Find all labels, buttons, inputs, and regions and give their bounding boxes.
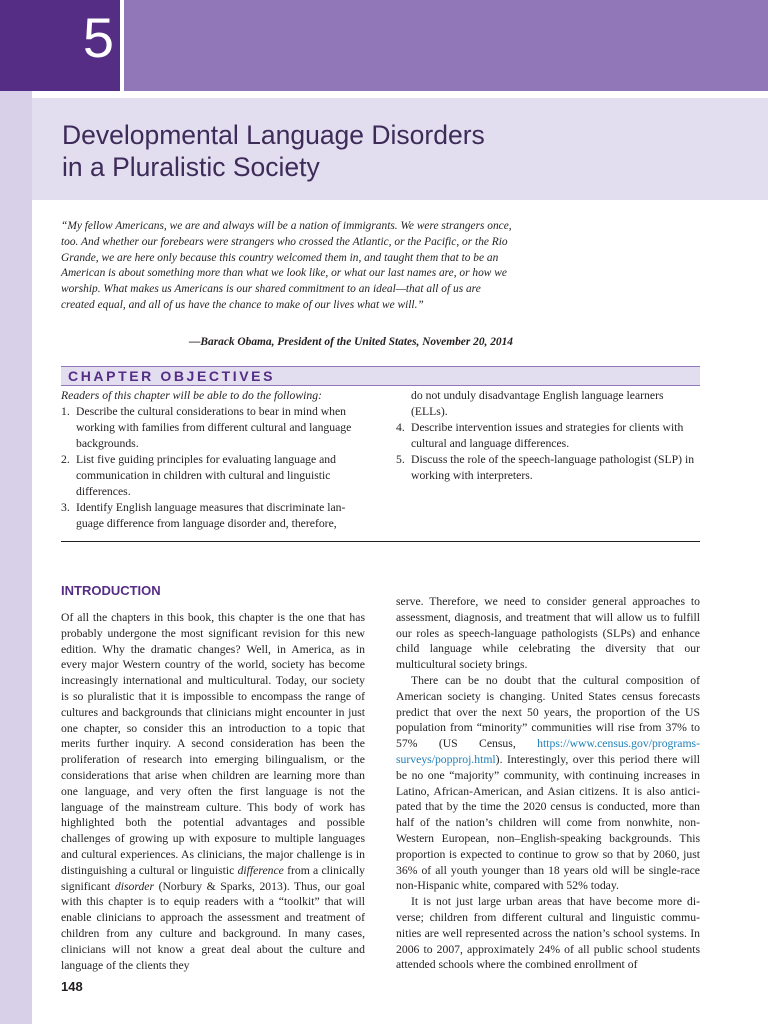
objective-continuation: do not unduly disadvantage English language learners (ELLs). — [411, 389, 664, 418]
objectives-intro: Readers of this chapter will be able to do the following: — [61, 389, 322, 402]
objective-text: Discuss the role of the speech-language pathologist (SLP) in working with interpreters. — [411, 453, 695, 482]
intro-paragraph-1-continued: serve. Therefore, we need to consider general approaches to assessment, diagnosis, and treatment that will allow us to fulfill our roles as speech-language pathologists (SLPs) and enhance child language while celebrating the diversity that our multicultural society brings. — [396, 595, 700, 672]
objective-text: Describe the cultural considerations to bear in mind when working with families from different cultural and language backgrounds. — [76, 405, 352, 450]
page-number: 148 — [61, 979, 83, 994]
objective-item — [61, 404, 366, 452]
objective-item — [396, 420, 700, 452]
objective-text: List five guiding principles for evaluating language and communication in children with cultural and linguistic differences. — [76, 453, 336, 498]
intro-text: (Norbury & Sparks, 2013). Thus, our goal with this chapter is to equip readers with a “toolkit” that will enable clinicians to approach the assessment and treatment of children from any culture and background. In many cases, clinicians will not know a great deal about the culture and language of the clients they — [61, 879, 365, 972]
census-link[interactable]: https://www.census.gov/programs-surveys/popproj.html — [396, 737, 700, 766]
section-heading-introduction: INTRODUCTION — [61, 583, 161, 598]
objective-item — [61, 500, 366, 532]
objective-number: 3. — [61, 501, 70, 514]
objectives-divider-rule — [61, 541, 700, 542]
epigraph-quote: “My fellow Americans, we are and always will be a nation of immigrants. We were strangers once, too. And whether our forebears were strangers who crossed the Atlantic, or the Pacific, or the Rio Grande, we are here only because this country welcomed them in, and taught them that to be an American is about something more than what we look like, or what our last names are, or how we worship. What makes us Americans is our shared commitment to an ideal—that all of us are created equal, and all of us have the chance to make of our lives what we will.” — [61, 220, 512, 311]
chapter-title-box — [32, 98, 768, 200]
chapter-number-box — [0, 0, 120, 91]
objective-text: Describe intervention issues and strategies for clients with cultural and language differences. — [411, 421, 684, 450]
body-left-column — [61, 610, 365, 973]
header-band — [124, 0, 768, 91]
intro-text: from a clinically significant — [61, 863, 365, 893]
header-divider — [120, 0, 124, 91]
objective-item — [61, 452, 366, 500]
objective-number: 4. — [396, 421, 405, 434]
objective-number: 5. — [396, 453, 405, 466]
objectives-left-column — [61, 388, 366, 532]
emphasis-difference: difference — [237, 863, 284, 877]
chapter-number: 5 — [82, 6, 114, 69]
chapter-title — [62, 119, 485, 183]
chapter-title-line-2: in a Pluralistic Society — [62, 152, 320, 182]
chapter-title-line-1: Developmental Language Disorders — [62, 120, 485, 150]
body-right-column — [396, 594, 700, 973]
objectives-heading: CHAPTER OBJECTIVES — [68, 368, 276, 384]
objective-number: 1. — [61, 405, 70, 418]
objectives-right-column — [396, 388, 700, 484]
intro-text: There can be no doubt that the cultural composition of American society is changing. United States census forecasts predict that over the next 50 years, the proportion of the US population from “minority” communities will rise from 37% to 57% (US Census, — [396, 673, 700, 751]
objective-number: 2. — [61, 453, 70, 466]
intro-paragraph-1 — [61, 610, 365, 973]
intro-paragraph-3: It is not just large urban areas that have become more diverse; children from different cultural and linguistic communities are well represented across the nation’s school systems. In 2006 to 2007, approximately 24% of all public school students attended schools where the combined enrollment of — [396, 895, 700, 972]
epigraph-attribution: —Barack Obama, President of the United States, November 20, 2014 — [189, 336, 513, 348]
intro-text: ). Interestingly, over this period there will be no one “majority” community, with continuing increases in Latino, African-American, and Asian citizens. It is also anticipated that by the time the 2020 census is conducted, more than half of the nation’s children will come from nonwhite, non-Western European, non–English-speaking backgrounds. This proportion is expected to continue to grow so that by 2060, just 36% of all youth younger than 18 years old will be single-race non-Hispanic white, compared with 52% today. — [396, 752, 700, 893]
margin-strip — [0, 0, 32, 1024]
emphasis-disorder: disorder — [114, 879, 155, 893]
objective-item — [396, 452, 700, 484]
objective-text: Identify English language measures that discriminate language difference from language disorder and, therefore, — [76, 501, 346, 530]
intro-text: Of all the chapters in this book, this chapter is the one that has probably undergone the most significant revision for this new edition. Why the dramatic changes? Well, in America, as in every major Western country of the world, society has become increasingly international and multicultural. Today, our society is so pluralistic that it is impossible to encompass the range of cultures and backgrounds that clinicians might encounter in just one chapter, so consider this an introduction to a topic that merits further inquiry. A second consideration has been the proliferation of research into emerging bilingualism, or the considerations that arise when children are learning more than one language, and very often the first language is not the language of the mainstream culture. This body of work has highlighted both the potential advantages and possible challenges of growing up with exposure to multiple languages and cultural experiences. As clinicians, the major challenge is in distinguishing a cultural or linguistic — [61, 611, 365, 877]
objectives-header — [61, 366, 700, 386]
intro-paragraph-2 — [396, 673, 700, 894]
